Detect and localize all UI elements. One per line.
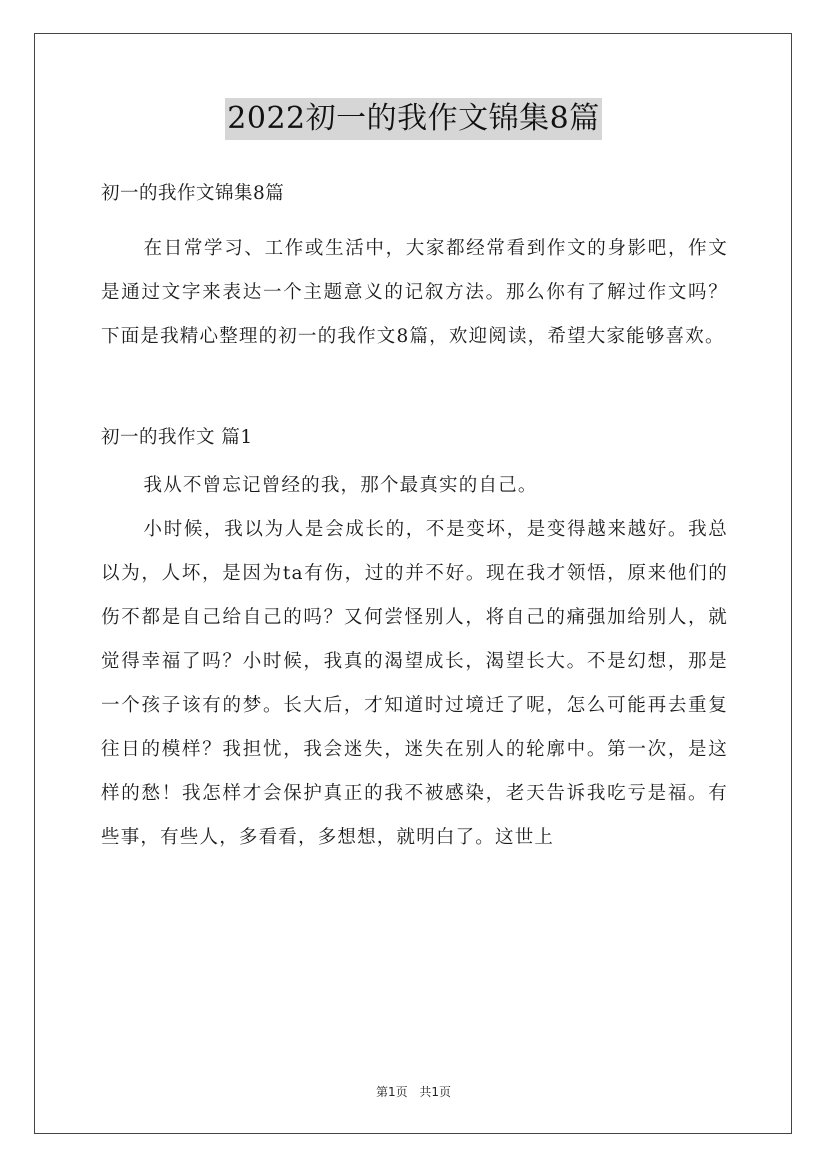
- body-paragraph: 我从不曾忘记曾经的我，那个最真实的自己。: [143, 475, 538, 496]
- document-body: [101, 172, 728, 860]
- section-heading: 初一的我作文 篇1: [101, 427, 253, 448]
- page-footer: [0, 1084, 827, 1100]
- section-spacer: [101, 359, 728, 416]
- document-title: 2022初一的我作文锦集8篇: [225, 98, 601, 140]
- page-number: 第1页: [375, 1085, 408, 1099]
- title-container: [0, 98, 827, 140]
- body-paragraph: 小时候，我以为人是会成长的，不是变坏，是变得越来越好。我总以为，人坏，是因为ta有伤，过的并不好。现在我才领悟，原来他们的伤不都是自己给自己的吗？又何尝怪别人，将自己的痛强加给别人，就觉得幸福了吗？小时候，我真的渴望成长，渴望长大。不是幻想，那是一个孩子该有的梦。长大后，才知道时过境迁了呢，怎么可能再去重复往日的模样？我担忧，我会迷失，迷失在别人的轮廓中。第一次，是这样的愁！我怎样才会保护真正的我不被感染，老天告诉我吃亏是福。有些事，有些人，多看看，多想想，就明白了。这世上: [101, 519, 728, 848]
- intro-paragraph: 在日常学习、工作或生活中，大家都经常看到作文的身影吧，作文是通过文字来表达一个主题意义的记叙方法。那么你有了解过作文吗？下面是我精心整理的初一的我作文8篇，欢迎阅读，希望大家能够喜欢。: [101, 238, 728, 347]
- page-total: 共1页: [419, 1085, 452, 1099]
- document-subtitle: 初一的我作文锦集8篇: [101, 183, 285, 204]
